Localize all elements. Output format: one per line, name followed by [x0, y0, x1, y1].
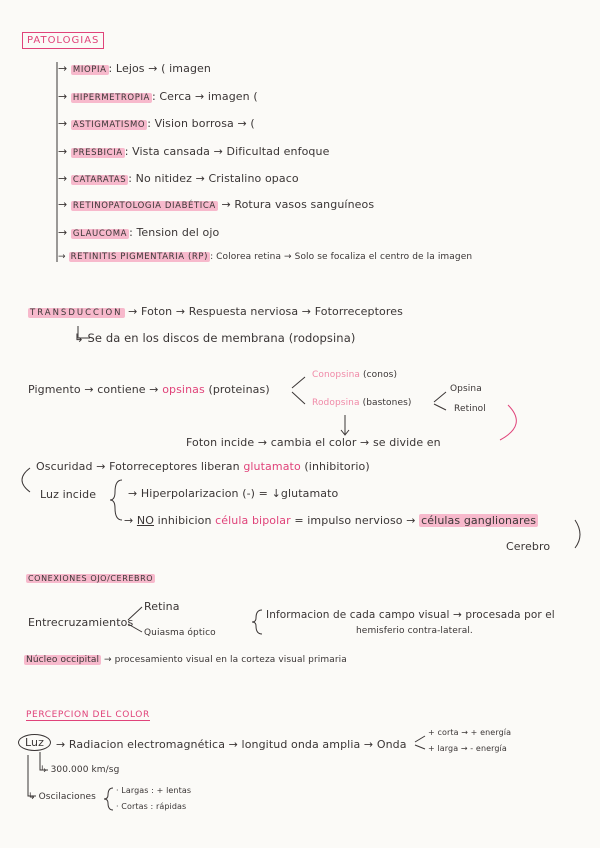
term-presbicia: PRESBICIA	[72, 148, 123, 158]
nucleo-text: Núcleo occipital	[26, 655, 100, 665]
term-retinitis: RETINITIS PIGMENTARIA (RP)	[70, 252, 209, 262]
celula-bipolar-text: célula bipolar	[215, 514, 291, 527]
luz-circle	[18, 736, 51, 749]
rodopsina-row	[312, 398, 411, 408]
oscuridad-row	[36, 460, 370, 473]
desc-retinopatologia: → Rotura vasos sanguíneos	[221, 198, 375, 211]
largas-text: · Largas : + lentas	[116, 786, 192, 795]
item-retinopatologia: → RETINOPATOLOGIA DIABÉTICA → Rotura vasos sanguíneos	[58, 198, 375, 211]
luz-incide-text: Luz incide	[40, 488, 97, 501]
item-presbicia: → PRESBICIA : Vista cansada → Dificultad enfoque	[58, 145, 330, 158]
info-line1: Informacion de cada campo visual → procesada por el	[266, 609, 555, 621]
desc-cataratas: : No nitidez → Cristalino opaco	[128, 172, 299, 185]
patologias-title: PATOLOGIAS	[22, 32, 104, 49]
term-miopia: MIOPIA	[72, 65, 107, 75]
pigmento-text: Pigmento → contiene →	[28, 383, 159, 396]
item-hipermetropia: → HIPERMETROPIA : Cerca → imagen (	[58, 90, 258, 103]
term-hipermetropia: HIPERMETROPIA	[72, 93, 150, 103]
term-cataratas: CATARATAS	[72, 175, 127, 185]
proteinas-text: (proteinas)	[208, 383, 270, 396]
term-astigmatismo: ASTIGMATISMO	[72, 120, 146, 130]
conexiones-title-text: CONEXIONES OJO/CEREBRO	[28, 574, 154, 583]
conopsina-text: Conopsina	[312, 370, 361, 380]
hiperpolarizacion-text: → Hiperpolarizacion (-) = ↓glutamato	[128, 487, 339, 500]
inhibicion-row: → NO inhibicion célula bipolar = impulso nervioso → células ganglionares	[124, 514, 537, 527]
impulso-text: = impulso nervioso →	[294, 514, 416, 527]
opsina-text: Opsina	[450, 384, 482, 394]
retinol-text: Retinol	[454, 404, 486, 414]
bastones-text: (bastones)	[362, 398, 412, 408]
transduccion-title: TRANSDUCCION	[30, 308, 123, 318]
opsinas-text: opsinas	[162, 383, 205, 396]
desc-presbicia: : Vista cansada → Dificultad enfoque	[124, 145, 330, 158]
foton-incide-text: Foton incide → cambia el color → se divide en	[186, 436, 441, 449]
transduccion-line1: → Foton → Respuesta nerviosa → Fotorreceptores	[128, 305, 403, 318]
corta-text: + corta → + energía	[428, 728, 512, 737]
desc-miopia: : Lejos → ( imagen	[108, 62, 211, 75]
nucleo-desc: → procesamiento visual en la corteza visual primaria	[104, 655, 347, 665]
term-glaucoma: GLAUCOMA	[72, 229, 128, 239]
transduccion-row	[28, 305, 403, 318]
larga-text: + larga → - energía	[428, 744, 507, 753]
inhibitorio-text: (inhibitorio)	[304, 460, 370, 473]
nucleo-row	[24, 655, 347, 665]
pigmento-row	[28, 383, 270, 396]
color-title: PERCEPCION DEL COLOR	[26, 710, 150, 720]
transduccion-line2: ↳ Se da en los discos de membrana (rodopsina)	[74, 331, 356, 345]
item-astigmatismo: → ASTIGMATISMO : Vision borrosa → (	[58, 117, 255, 130]
cortas-text: · Cortas : rápidas	[116, 802, 187, 811]
inhibicion-text: inhibicion	[157, 514, 212, 527]
glutamato-text: glutamato	[243, 460, 301, 473]
radiacion-text: → Radiacion electromagnética → longitud onda amplia → Onda	[56, 738, 407, 751]
desc-astigmatismo: : Vision borrosa → (	[147, 117, 255, 130]
desc-glaucoma: : Tension del ojo	[129, 226, 220, 239]
oscilaciones-text: ↳ Oscilaciones	[28, 792, 96, 802]
oscuridad-text: Oscuridad → Fotorreceptores liberan	[36, 460, 240, 473]
no-text: NO	[136, 514, 155, 527]
cerebro-text: Cerebro	[506, 540, 551, 553]
rodopsina-text: Rodopsina	[312, 398, 360, 408]
conexiones-title	[26, 574, 155, 584]
conos-text: (conos)	[363, 370, 398, 380]
desc-hipermetropia: : Cerca → imagen (	[151, 90, 258, 103]
quiasma-text: Quiasma óptico	[144, 628, 216, 638]
retina-text: Retina	[144, 600, 180, 613]
item-miopia: → MIOPIA : Lejos → ( imagen	[58, 62, 211, 75]
velocidad-text: ↳ 300.000 km/sg	[40, 765, 120, 775]
term-retinopatologia: RETINOPATOLOGIA DIABÉTICA	[72, 201, 216, 211]
info-line2: hemisferio contra-lateral.	[356, 626, 473, 636]
entrecruzamientos-text: Entrecruzamientos	[28, 616, 134, 629]
conopsina-row	[312, 370, 397, 380]
luz-text: Luz	[18, 734, 51, 751]
item-retinitis: → RETINITIS PIGMENTARIA (RP) : Colorea retina → Solo se focaliza el centro de la imagen	[58, 252, 473, 262]
desc-retinitis: : Colorea retina → Solo se focaliza el centro de la imagen	[210, 252, 473, 262]
item-cataratas: → CATARATAS : No nitidez → Cristalino opaco	[58, 172, 299, 185]
item-glaucoma: → GLAUCOMA : Tension del ojo	[58, 226, 220, 239]
celulas-ganglionares-text: células ganglionares	[421, 514, 537, 527]
